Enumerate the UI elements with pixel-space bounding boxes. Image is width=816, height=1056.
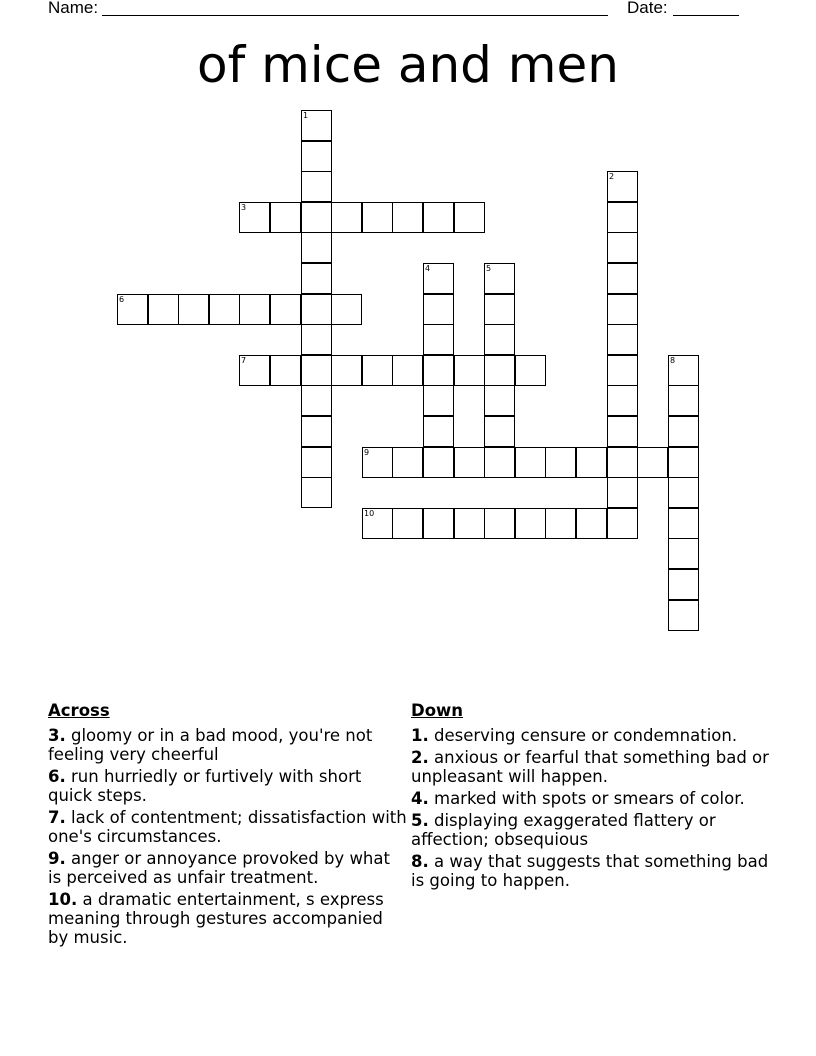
grid-cell[interactable] <box>668 569 699 600</box>
grid-cell[interactable] <box>454 355 485 386</box>
clue-number-label: 5. <box>411 811 429 830</box>
grid-cell[interactable] <box>607 355 638 386</box>
grid-cell[interactable] <box>270 294 301 325</box>
clue <box>411 748 771 786</box>
grid-cell[interactable] <box>668 355 699 386</box>
grid-cell[interactable] <box>301 477 332 508</box>
grid-cell[interactable] <box>362 202 393 233</box>
clue <box>411 789 771 808</box>
grid-cell[interactable] <box>178 294 209 325</box>
grid-cell[interactable] <box>515 447 546 478</box>
clue <box>48 726 408 764</box>
grid-cell[interactable] <box>607 416 638 447</box>
clue-text: run hurriedly or furtively with short quick steps. <box>48 767 362 805</box>
grid-cell[interactable] <box>668 477 699 508</box>
clue-number-label: 1. <box>411 726 429 745</box>
grid-cell[interactable] <box>607 263 638 294</box>
grid-cell[interactable] <box>301 110 332 141</box>
grid-cell[interactable] <box>484 263 515 294</box>
grid-cell[interactable] <box>331 355 362 386</box>
grid-cell[interactable] <box>484 508 515 539</box>
grid-cell[interactable] <box>362 447 393 478</box>
grid-cell[interactable] <box>607 385 638 416</box>
grid-cell[interactable] <box>392 202 423 233</box>
date-label: Date: <box>627 0 668 17</box>
grid-cell[interactable] <box>209 294 240 325</box>
grid-cell[interactable] <box>301 294 332 325</box>
grid-cell[interactable] <box>392 355 423 386</box>
clue <box>48 808 408 846</box>
grid-cell[interactable] <box>423 416 454 447</box>
clue <box>411 726 771 745</box>
clue-number: 3 <box>241 203 247 212</box>
grid-cell[interactable] <box>362 508 393 539</box>
grid-cell[interactable] <box>423 202 454 233</box>
clue <box>48 849 408 887</box>
grid-cell[interactable] <box>301 324 332 355</box>
grid-cell[interactable] <box>301 416 332 447</box>
grid-cell[interactable] <box>301 202 332 233</box>
grid-cell[interactable] <box>423 294 454 325</box>
grid-cell[interactable] <box>301 141 332 172</box>
grid-cell[interactable] <box>423 263 454 294</box>
grid-cell[interactable] <box>331 294 362 325</box>
grid-cell[interactable] <box>668 600 699 631</box>
grid-cell[interactable] <box>484 447 515 478</box>
grid-cell[interactable] <box>607 202 638 233</box>
grid-cell[interactable] <box>484 355 515 386</box>
clue-text: gloomy or in a bad mood, you're not feeling very cheerful <box>48 726 373 764</box>
grid-cell[interactable] <box>607 324 638 355</box>
clue-number: 4 <box>425 264 431 273</box>
grid-cell[interactable] <box>668 416 699 447</box>
grid-cell[interactable] <box>423 508 454 539</box>
clue-number: 5 <box>486 264 492 273</box>
grid-cell[interactable] <box>515 508 546 539</box>
grid-cell[interactable] <box>362 355 393 386</box>
clue <box>411 852 771 890</box>
across-clues <box>48 701 408 950</box>
grid-cell[interactable] <box>331 202 362 233</box>
across-heading: Across <box>48 701 110 720</box>
grid-cell[interactable] <box>668 385 699 416</box>
grid-cell[interactable] <box>607 232 638 263</box>
grid-cell[interactable] <box>117 294 148 325</box>
grid-cell[interactable] <box>423 385 454 416</box>
grid-cell[interactable] <box>454 508 485 539</box>
grid-cell[interactable] <box>423 324 454 355</box>
clue-text: marked with spots or smears of color. <box>434 789 745 808</box>
grid-cell[interactable] <box>301 355 332 386</box>
grid-cell[interactable] <box>545 508 576 539</box>
clue-text: a dramatic entertainment, s express meaning through gestures accompanied by music. <box>48 890 384 947</box>
clue-number-label: 8. <box>411 852 429 871</box>
puzzle-title: of mice and men <box>197 36 619 94</box>
down-clues <box>411 701 771 893</box>
clue-text: deserving censure or condemnation. <box>434 726 738 745</box>
grid-cell[interactable] <box>607 171 638 202</box>
down-heading: Down <box>411 701 464 720</box>
name-label: Name: <box>48 0 99 17</box>
grid-cell[interactable] <box>392 508 423 539</box>
grid-cell[interactable] <box>301 171 332 202</box>
grid-cell[interactable] <box>423 355 454 386</box>
grid-cell[interactable] <box>484 294 515 325</box>
clue <box>48 890 408 947</box>
clue-number: 2 <box>609 172 615 181</box>
grid-cell[interactable] <box>239 355 270 386</box>
clue-number: 8 <box>670 356 676 365</box>
grid-cell[interactable] <box>239 202 270 233</box>
grid-cell[interactable] <box>301 263 332 294</box>
grid-cell[interactable] <box>148 294 179 325</box>
grid-cell[interactable] <box>270 202 301 233</box>
grid-cell[interactable] <box>607 508 638 539</box>
grid-cell[interactable] <box>484 416 515 447</box>
clue-number-label: 3. <box>48 726 66 745</box>
grid-cell[interactable] <box>668 447 699 478</box>
clue <box>411 811 771 849</box>
grid-cell[interactable] <box>668 508 699 539</box>
grid-cell[interactable] <box>576 447 607 478</box>
grid-cell[interactable] <box>607 294 638 325</box>
grid-cell[interactable] <box>637 447 668 478</box>
grid-cell[interactable] <box>484 385 515 416</box>
clue-number-label: 7. <box>48 808 66 827</box>
grid-cell[interactable] <box>423 447 454 478</box>
clue-number-label: 10. <box>48 890 78 909</box>
grid-cell[interactable] <box>392 447 423 478</box>
clue <box>48 767 408 805</box>
grid-cell[interactable] <box>484 324 515 355</box>
clue-text: anxious or fearful that something bad or unpleasant will happen. <box>411 748 769 786</box>
clue-number: 1 <box>303 111 309 120</box>
clue-number: 9 <box>364 448 370 457</box>
grid-cell[interactable] <box>607 477 638 508</box>
grid-cell[interactable] <box>607 447 638 478</box>
grid-cell[interactable] <box>515 355 546 386</box>
clue-text: anger or annoyance provoked by what is perceived as unfair treatment. <box>48 849 390 887</box>
clue-number-label: 9. <box>48 849 66 868</box>
grid-cell[interactable] <box>301 385 332 416</box>
grid-cell[interactable] <box>270 355 301 386</box>
grid-cell[interactable] <box>668 538 699 569</box>
clue-number-label: 2. <box>411 748 429 767</box>
clue-text: lack of contentment; dissatisfaction with one's circumstances. <box>48 808 407 846</box>
grid-cell[interactable] <box>454 202 485 233</box>
clue-number: 6 <box>119 295 125 304</box>
grid-cell[interactable] <box>576 508 607 539</box>
clue-text: a way that suggests that something bad is going to happen. <box>411 852 769 890</box>
grid-cell[interactable] <box>301 232 332 263</box>
grid-cell[interactable] <box>301 447 332 478</box>
clue-text: displaying exaggerated flattery or affection; obsequious <box>411 811 716 849</box>
clue-number-label: 4. <box>411 789 429 808</box>
grid-cell[interactable] <box>454 447 485 478</box>
grid-cell[interactable] <box>545 447 576 478</box>
grid-cell[interactable] <box>239 294 270 325</box>
clue-number-label: 6. <box>48 767 66 786</box>
clue-number: 7 <box>241 356 247 365</box>
clue-number: 10 <box>364 509 375 518</box>
